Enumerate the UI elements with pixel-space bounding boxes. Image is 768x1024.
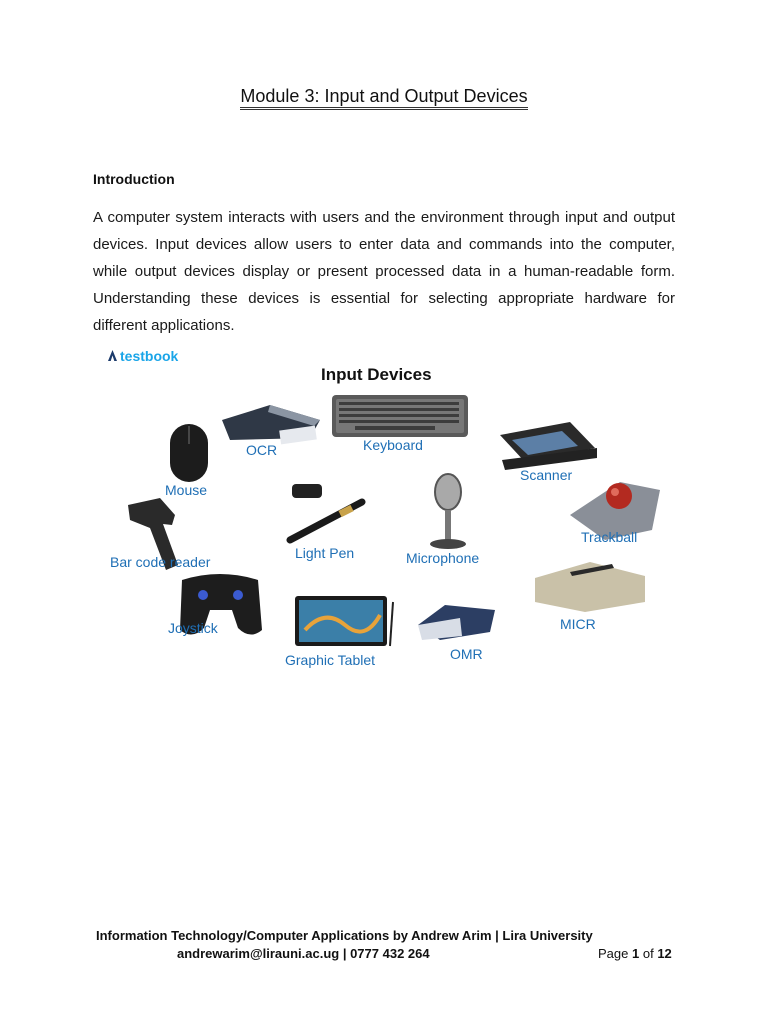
label-micr: MICR [560,616,596,632]
footer-contact-line: andrewarim@lirauni.ac.ug | 0777 432 264 [177,946,430,961]
keyboard-icon [332,395,468,437]
label-joystick: Joystick [168,620,218,636]
brand-logo [108,348,178,364]
figure-title: Input Devices [321,365,432,384]
label-keyboard: Keyboard [363,437,423,453]
page-title [0,86,768,107]
label-scanner: Scanner [520,467,573,483]
label-graphic-tablet: Graphic Tablet [285,652,376,668]
page-current: 1 [632,946,640,961]
scanner-icon [500,422,597,470]
label-barcode-reader: Bar code reader [110,554,211,570]
input-devices-figure [100,340,680,680]
section-heading: Introduction [93,171,175,187]
label-light-pen: Light Pen [295,545,355,561]
graphic-tablet-icon [295,596,393,646]
micr-icon [535,562,645,612]
mouse-icon [170,424,208,482]
page-total: 12 [657,946,672,961]
label-trackball: Trackball [581,529,638,545]
label-ocr: OCR [246,442,278,458]
label-omr: OMR [450,646,483,662]
light-pen-icon [290,484,362,540]
intro-paragraph: A computer system interacts with users and the environment through input and output devices. Input devices allow users to enter data and commands into the computer, while output devices display or present processed data in a human-readable form. Understanding these devices is essential for selecting appropriate hardware for different applications. [93,209,675,334]
testbook-logo-icon [108,350,117,361]
brand-name: testbook [120,348,179,364]
page-number [598,946,672,961]
label-microphone: Microphone [406,550,480,566]
label-mouse: Mouse [165,482,208,498]
footer-course-line: Information Technology/Computer Applications by Andrew Arim | Lira University [96,928,593,943]
ocr-icon [222,405,320,444]
microphone-icon [430,474,466,549]
omr-icon [418,605,495,640]
page-title-text: Module 3: Input and Output Devices [240,86,527,110]
page-of: of [642,946,654,961]
page-word: Page [598,946,629,961]
